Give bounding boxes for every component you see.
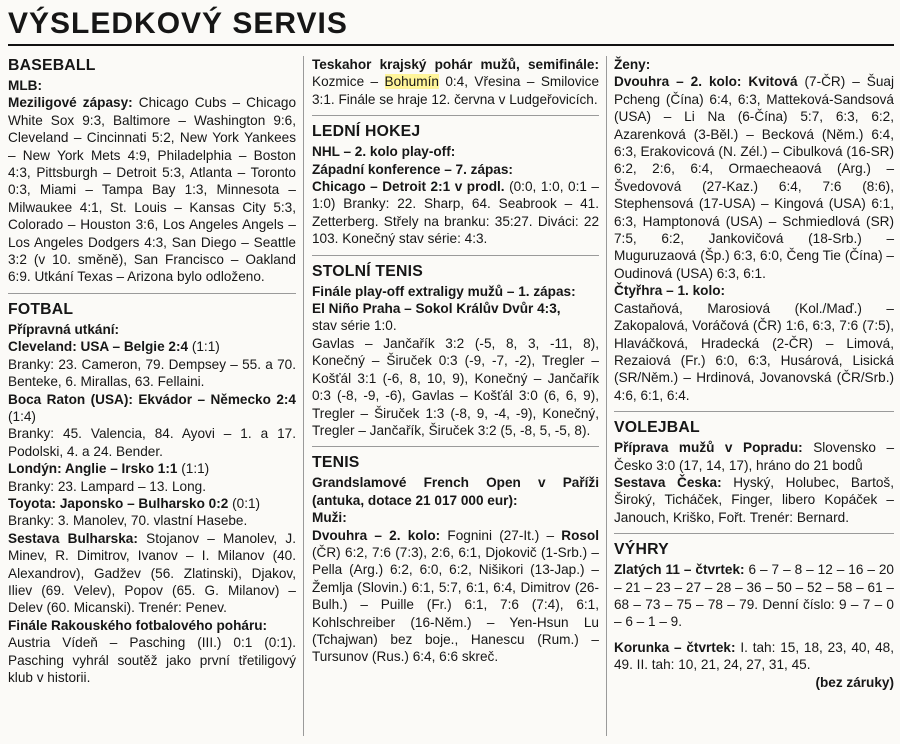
baseball-label: Meziligové zápasy: <box>8 95 133 111</box>
hokej-periods: (0:0, 1:0, 0:1 – 1:0) <box>312 179 599 212</box>
korunka-label: Korunka – čtvrtek: <box>614 639 736 655</box>
baseball-league: MLB: <box>8 78 42 93</box>
vyhry-heading: VÝHRY <box>614 541 669 559</box>
fotbal-block <box>8 321 296 687</box>
hokej-league: NHL – 2. kolo play-off: <box>312 144 456 160</box>
korunka-text: I. tah: 15, 18, 23, 40, 48, 49. II. tah: 10, 21, 24, 27, 31, 45. <box>614 639 894 673</box>
stolni-tenis-match-head: El Niño Praha – Sokol Králův Dvůr 4:3, <box>312 301 561 317</box>
hokej-heading: LEDNÍ HOKEJ <box>312 123 421 141</box>
section-divider <box>8 293 296 294</box>
volejbal-lineup-text: Hyský, Holubec, Bartoš, Široký, Ticháček, Finger, libero Kopáček – Janouch, Kriško, Fořt. Trenér: Bernard. <box>614 474 894 525</box>
column-divider <box>303 56 304 736</box>
vyhry-block <box>614 561 894 673</box>
lineup-text: Stojanov – Manolev, J. Minev, R. Dimitrov, Ivanov – I. Milanov (40. Alexandrov), Gadžev (56. Zlatinski), Djakov, Iliev (69. Velev), Popov (65. G. Milanov) – Delev (60. Micanski). Trenér: Penev. <box>8 530 296 616</box>
tenis-men-text: (ČR) 6:2, 7:6 (7:3), 2:6, 6:1, Djokovič (1-Srb.) – Pella (Arg.) 6:2, 6:0, 6:2, Nišikori (13-Jap.) – Žemlja (Slovin.) 6:1, 5:7, 6:1, 6:4, Dimitrov (26-Bulh.) – Puille (Fr.) 6:1, 7:6 (7:4), 6:1, Kohlschreiber (16-Něm.) – Yen-Hsun Lu (Tchajwan) bez boje., Hanescu (Rum.) – Tursunov (Rus.) 6:4, 6:6 skreč. <box>312 544 599 665</box>
hokej-block <box>312 143 599 247</box>
stolni-tenis-block <box>312 283 599 440</box>
volejbal-text: Slovensko – Česko 3:0 (17, 14, 17), hráno do 21 bodů <box>614 440 894 473</box>
title-rule <box>8 44 894 46</box>
highlighted-team: Bohumín <box>384 74 439 90</box>
section-divider <box>312 446 599 447</box>
cup-text: Austria Vídeň – Pasching (III.) 0:1 (0:1). Pasching vyhrál soutěž jako první třetiligový klub v historii. <box>8 635 296 685</box>
teskahor-label: Teskahor krajský pohár mužů, semifinále: <box>312 57 599 72</box>
baseball-heading: BASEBALL <box>8 57 96 74</box>
column-middle <box>312 56 599 666</box>
scorers: Branky: 45. Valencia, 84. Ayovi – 1. a 17. Podolski, 4. a 24. Bender. <box>8 426 296 459</box>
fotbal-friendly-label: Přípravná utkání: <box>8 321 120 337</box>
tenis-women-round: Dvouhra – 2. kolo: Kvitová <box>614 74 798 90</box>
scorers: Branky: 23. Cameron, 79. Dempsey – 55. a 70. Benteke, 6. Mirallas, 63. Fellaini. <box>8 356 296 390</box>
stolni-tenis-series: stav série 1:0. <box>312 318 397 334</box>
section-divider <box>614 411 894 412</box>
volejbal-lineup-label: Sestava Česka: <box>614 474 722 490</box>
tenis-label: Grandslamové French Open v Paříži (antuka, dotace 21 017 000 eur): <box>312 475 599 508</box>
match-ekvador-nemecko: Boca Raton (USA): Ekvádor – Německo 2:4 <box>8 391 296 407</box>
column-divider <box>606 56 607 736</box>
section-divider <box>312 115 599 116</box>
cup-label: Finále Rakouského fotbalového poháru: <box>8 617 268 633</box>
stolni-tenis-heading: STOLNÍ TENIS <box>312 262 423 280</box>
tenis-men-block <box>312 474 599 665</box>
page-title: VÝSLEDKOVÝ SERVIS <box>8 7 348 40</box>
teskahor-text-before: Kozmice – <box>312 74 379 90</box>
tenis-rosol: Rosol <box>561 527 600 543</box>
halftime-score: (1:4) <box>8 408 36 424</box>
tenis-men-first: Fognini (27-It.) – <box>447 527 555 543</box>
tenis-doubles-text: Castaňová, Marosiová (Kol./Maď.) – Zakopalová, Voráčová (ČR) 1:6, 6:3, 7:6 (7:5), Hlaváčková, Hradecká (2-ČR) – Limová, Rezaiová (Fr.) 6:0, 6:3, Husárová, Lisická (SR/Něm.) – Hrdinová, Jovanovská (ČR/Srb.) 4:6, 6:1, 6:4. <box>614 300 894 403</box>
match-japonsko-bulharsko: Toyota: Japonsko – Bulharsko 0:2 <box>8 495 229 511</box>
masthead <box>8 4 894 46</box>
zlatych-label: Zlatých 11 – čtvrtek: <box>614 562 745 578</box>
tenis-heading: TENIS <box>312 454 360 472</box>
disclaimer-text: (bez záruky) <box>815 674 894 690</box>
tenis-women-text: (7-ČR) – Šuaj Pcheng (Čína) 6:4, 6:3, Matteková-Sandsová (USA) – Li Na (6-Čína) 5:7, 6:3, 6:2, Azarenková (3-Běl.) – Becková (Něm.) 6:4, 6:3, Erakovicová (N. Zél.) – Cibulková (16-SR) 6:2, 2:6, 6:4, Ormaecheaová (Arg.) – Švedovová (27-Kaz.) 6:4, 7:6 (8:6), Stephensová (17-USA) – Kingová (USA) 6:1, 6:3, Hamptonová (USA) – Schmiedlová (SR) 7:5, 6:2, Jankovičová (18-Srb.) – Muguruzaová (Šp.) 6:3, 6:0, Čeng Tie (Čína) – Oudinová (USA) 6:3, 6:1. <box>614 74 894 281</box>
lineup-label: Sestava Bulharska: <box>8 530 138 546</box>
hokej-match-text: Branky: 22. Sharp, 64. Seabrook – 41. Zetterberg. Střely na branku: 35:27. Diváci: 22 103. Konečný stav série: 4:3. <box>312 196 599 247</box>
halftime-score: (0:1) <box>232 495 261 511</box>
tenis-men-round: Dvouhra – 2. kolo: <box>312 527 441 543</box>
zlatych-text: 6 – 7 – 8 – 12 – 16 – 20 – 21 – 23 – 27 – 28 – 36 – 50 – 52 – 58 – 61 – 68 – 73 – 75 – 78 – 79. Denní číslo: 9 – 7 – 0 – 6 – 1 – 9. <box>614 562 894 630</box>
section-divider <box>312 255 599 256</box>
tenis-women-label: Ženy: <box>614 57 651 72</box>
tenis-men-label: Muži: <box>312 510 347 526</box>
volejbal-heading: VOLEJBAL <box>614 419 700 437</box>
tenis-doubles-label: Čtyřhra – 1. kolo: <box>614 283 726 299</box>
column-left <box>8 56 296 686</box>
stolni-tenis-games: Gavlas – Jančařík 3:2 (-5, 8, 3, -11, 8), Konečný – Širuček 0:3 (-9, -7, -2), Tregler – Košťál 3:1 (-6, 8, 10, 9), Konečný – Jančařík 0:3 (-8, -9, -6), Gavlas – Košťál 3:0 (6, 6, 9), Tregler – Širuček 1:3 (-8, 9, -4, -9), Konečný, Tregler – Jančařík, Širuček 3:2 (5, -8, 5, -5, 8). <box>312 335 599 438</box>
tenis-women-block <box>614 56 894 404</box>
hokej-conference: Západní konference – 7. zápas: <box>312 161 513 177</box>
scorers: Branky: 3. Manolev, 70. vlastní Hasebe. <box>8 513 248 529</box>
teskahor-text-after: 0:4, Vřesina – Smilovice 3:1. Finále se hraje 12. června v Ludgeřovicích. <box>312 74 600 107</box>
baseball-results: Chicago Cubs – Chicago White Sox 9:3, Baltimore – Washington 9:6, Cleveland – Cincinnati 5:2, New York Yankees – New York Mets 4:9, Philadelphia – Boston 4:3, Pittsburgh – Detroit 5:3, Atlanta – Toronto 0:3, Miami – Tampa Bay 1:3, Minnesota – Milwaukee 4:1, St. Louis – Kansas City 5:3, Colorado – Houston 3:6, Los Angeles Angels – Los Angeles Dodgers 4:3, San Diego – Seattle 3:2 (v 10. směně), San Francisco – Oakland 6:9. Utkání Texas – Arizona bylo odloženo. <box>8 95 297 285</box>
stolni-tenis-label: Finále play-off extraligy mužů – 1. zápas: <box>312 283 576 299</box>
teskahor-block <box>312 56 599 108</box>
baseball-block <box>8 77 296 286</box>
halftime-score: (1:1) <box>181 461 210 477</box>
match-anglie-irsko: Londýn: Anglie – Irsko 1:1 <box>8 461 178 477</box>
volejbal-label: Příprava mužů v Popradu: <box>614 440 803 456</box>
match-usa-belgie: Cleveland: USA – Belgie 2:4 <box>8 339 189 355</box>
hokej-match-head: Chicago – Detroit 2:1 v prodl. <box>312 179 505 195</box>
column-right <box>614 56 894 691</box>
disclaimer <box>614 674 894 691</box>
section-divider <box>614 533 894 534</box>
volejbal-block <box>614 439 894 526</box>
fotbal-heading: FOTBAL <box>8 300 74 318</box>
scorers: Branky: 23. Lampard – 13. Long. <box>8 478 206 494</box>
halftime-score: (1:1) <box>191 339 220 355</box>
